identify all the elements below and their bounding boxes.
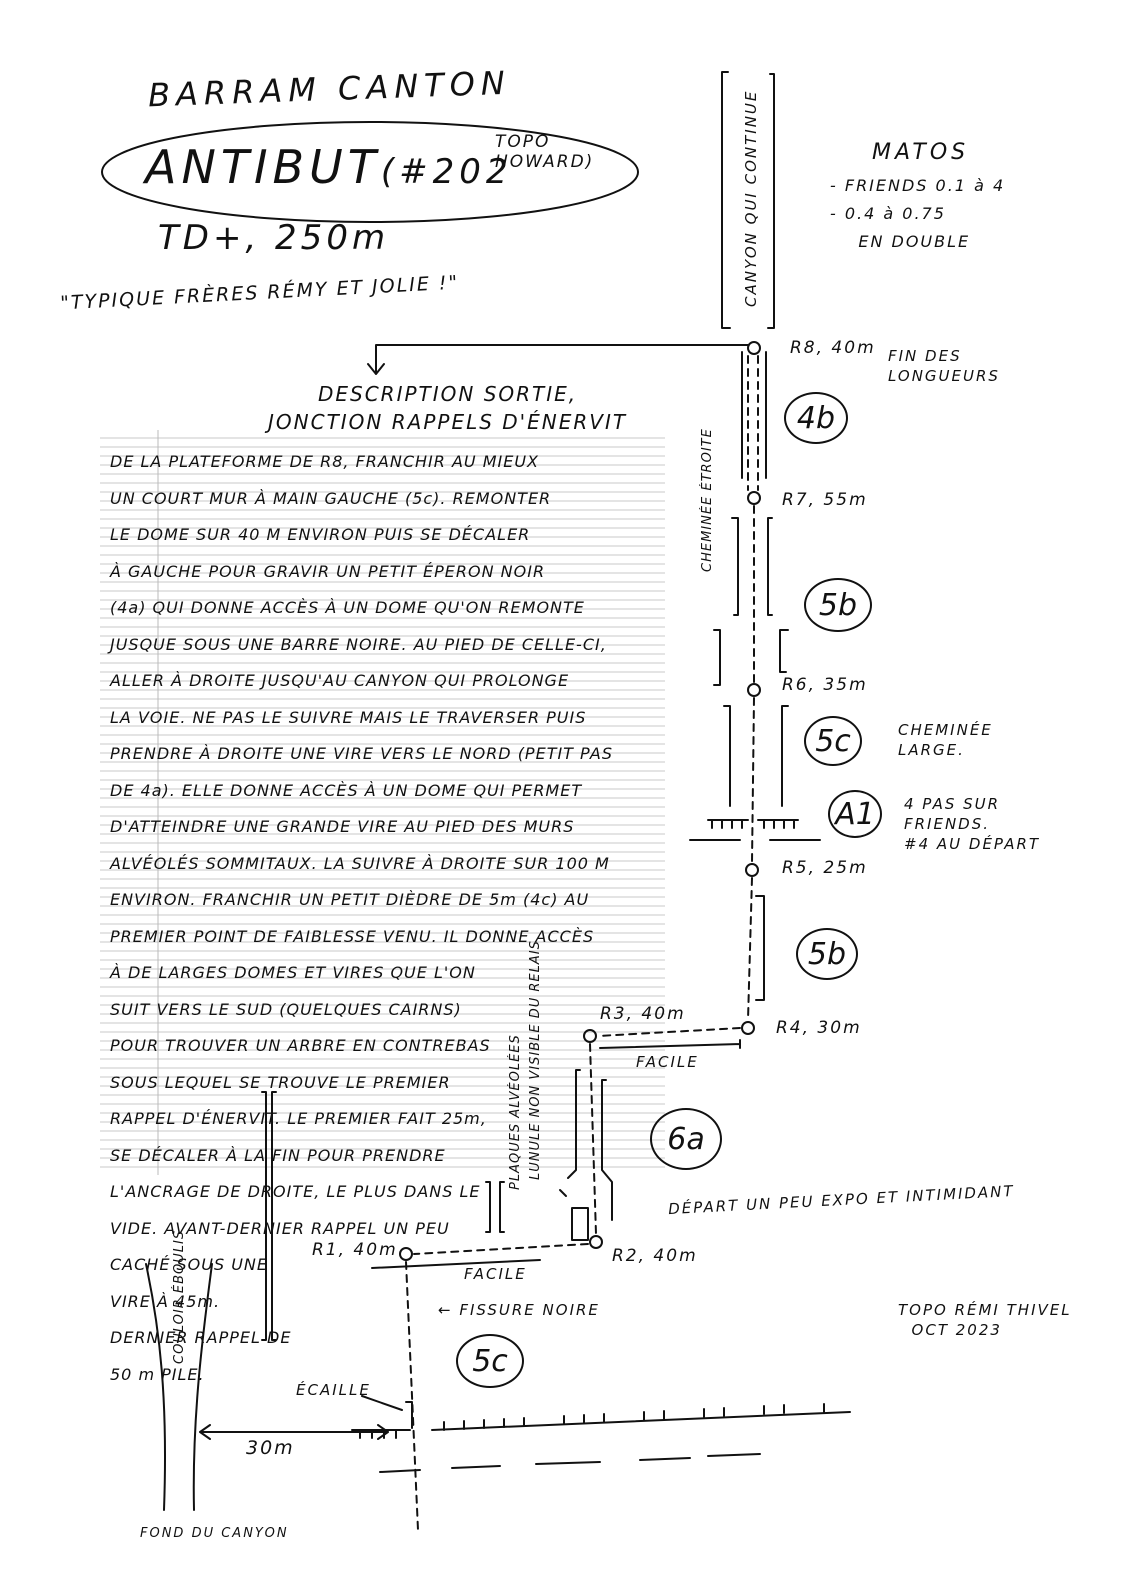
relay-r8-circle: [748, 342, 760, 354]
description-line: ENVIRON. FRANCHIR UN PETIT DIÈDRE DE 5m (4c) AU: [110, 890, 590, 909]
description-title: DESCRIPTION SORTIE, JONCTION RAPPELS D'ÉNERVIT: [268, 382, 628, 434]
pitch-r6-r5: [752, 698, 754, 862]
description-line: LA VOIE. NE PAS LE SUIVRE MAIS LE TRAVERSER PUIS: [110, 707, 587, 727]
description-line: SOUS LEQUEL SE TROUVE LE PREMIER: [110, 1072, 451, 1092]
route-grade: TD+, 250m: [158, 218, 390, 258]
description-line: RAPPEL D'ÉNERVIT. LE PREMIER FAIT 25m,: [110, 1109, 487, 1128]
description-line: À GAUCHE POUR GRAVIR UN PETIT ÉPERON NOIR: [110, 561, 546, 581]
route-name-text: ANTIBUT: [145, 140, 381, 194]
description-line: LE DOME SUR 40 M ENVIRON PUIS SE DÉCALER: [110, 525, 531, 544]
grade-pitch-1: 5c: [456, 1334, 524, 1388]
relay-r5-circle: [746, 864, 758, 876]
description-line: À DE LARGES DOMES ET VIRES QUE L'ON: [110, 963, 476, 982]
description-line: CACHÉ SOUS UNE: [110, 1255, 269, 1274]
route-name: [145, 140, 513, 194]
grade-pitch-3: 6a: [650, 1108, 722, 1170]
description-line: UN COURT MUR À MAIN GAUCHE (5c). REMONTER: [110, 488, 552, 508]
gear-title: MATOS: [872, 140, 970, 165]
description-line: L'ANCRAGE DE DROITE, LE PLUS DANS LE: [110, 1182, 481, 1201]
area-name: BARRAM CANTON: [147, 63, 512, 115]
easy-traverse-upper: FACILE: [636, 1053, 699, 1071]
canyon-continues-note: CANYON QUI CONTINUE: [742, 89, 760, 307]
start-exposed-note: DÉPART UN PEU EXPO ET INTIMIDANT: [667, 1181, 1015, 1219]
description-line: (4a) QUI DONNE ACCÈS À UN DOME QU'ON REMONTE: [110, 598, 585, 617]
honeycomb-slabs-note: PLAQUES ALVÉOLÉES: [508, 1034, 523, 1190]
black-crack-note: ← FISSURE NOIRE: [438, 1301, 600, 1319]
narrow-chimney-note: CHEMINÉE ÉTROITE: [700, 428, 715, 572]
wide-chimney-note: CHEMINÉE LARGE.: [898, 721, 993, 759]
topo-author: TOPO RÉMI THIVEL OCT 2023: [898, 1301, 1072, 1339]
relay-r6-circle: [748, 684, 760, 696]
description-line: VIDE. AVANT-DERNIER RAPPEL UN PEU: [110, 1218, 450, 1238]
description-line: D'ATTEINDRE UNE GRANDE VIRE AU PIED DES MURS: [110, 817, 575, 836]
route-quote: "TYPIQUE FRÈRES RÉMY ET JOLIE !": [59, 271, 460, 315]
relay-r4-label: R4, 30m: [776, 1018, 862, 1038]
flake-note: ÉCAILLE: [296, 1381, 371, 1399]
description-line: VIRE À 45m.: [110, 1291, 221, 1311]
relay-r3-label: R3, 40m: [600, 1004, 686, 1024]
description-line: SE DÉCALER À LA FIN POUR PRENDRE: [110, 1145, 446, 1165]
relay-r2-label: R2, 40m: [612, 1246, 698, 1266]
grade-pitch-4: 5b: [796, 928, 858, 980]
grade-pitch-5: A1: [828, 790, 882, 838]
description-line: 50 m PILE.: [110, 1364, 205, 1384]
description-line: PRENDRE À DROITE UNE VIRE VERS LE NORD (PETIT PAS: [110, 744, 613, 763]
distance-label: 30m: [246, 1437, 295, 1459]
relay-r7-circle: [748, 492, 760, 504]
gear-list: - FRIENDS 0.1 à 4 - 0.4 à 0.75 EN DOUBLE: [830, 176, 1006, 251]
description-line: POUR TROUVER UN ARBRE EN CONTREBAS: [110, 1036, 491, 1055]
end-of-pitches-note: FIN DES LONGUEURS: [888, 347, 1000, 385]
description-line: PREMIER POINT DE FAIBLESSE VENU. IL DONNE ACCÈS: [110, 926, 595, 946]
topo-reference-sub: TOPO HOWARD): [495, 132, 595, 172]
description-line: DE LA PLATEFORME DE R8, FRANCHIR AU MIEUX: [110, 452, 539, 471]
relay-r6-label: R6, 35m: [782, 675, 868, 695]
relay-r7-label: R7, 55m: [782, 490, 868, 510]
description-line: JUSQUE SOUS UNE BARRE NOIRE. AU PIED DE CELLE-CI,: [110, 634, 607, 654]
pitch-r5-r4: [748, 878, 752, 1020]
grade-pitch-7: 5b: [804, 578, 872, 632]
description-line: DE 4a). ELLE DONNE ACCÈS À UN DOME QUI PERMET: [110, 780, 583, 800]
relay-r8-label: R8, 40m: [790, 338, 876, 358]
hidden-thread-note: LUNULE NON VISIBLE DU RELAIS: [528, 940, 543, 1180]
topo-reference: (#202: [380, 152, 513, 192]
aid-pitch-note: 4 PAS SUR FRIENDS. #4 AU DÉPART: [904, 795, 1041, 853]
scree-gully-note: COULOIR ÉBOULIS: [172, 1229, 187, 1364]
relay-r4-circle: [742, 1022, 754, 1034]
description-line: ALVÉOLÉS SOMMITAUX. LA SUIVRE À DROITE SUR 100 M: [110, 853, 610, 873]
canyon-bracket-left: [722, 72, 730, 328]
description-line: SUIT VERS LE SUD (QUELQUES CAIRNS): [110, 999, 462, 1019]
grade-pitch-6: 5c: [804, 716, 862, 766]
description-line: DERNIER RAPPEL DE: [110, 1328, 292, 1347]
relay-r1-label: R1, 40m: [312, 1240, 398, 1260]
easy-traverse-lower: FACILE: [464, 1265, 527, 1283]
relay-r5-label: R5, 25m: [782, 858, 868, 878]
grade-pitch-8: 4b: [784, 392, 848, 444]
canyon-floor-note: FOND DU CANYON: [140, 1526, 289, 1541]
exit-arrow: [376, 345, 748, 372]
description-line: ALLER À DROITE JUSQU'AU CANYON QUI PROLONGE: [110, 671, 570, 690]
